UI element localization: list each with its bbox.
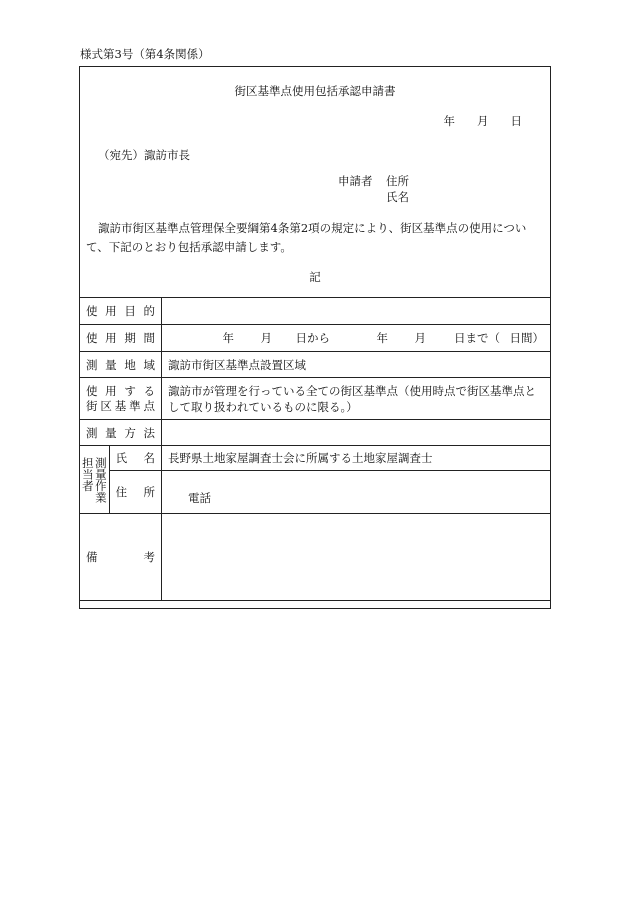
address-label: 住所	[109, 471, 161, 514]
points-label-line-2: 街区基準点	[86, 398, 155, 413]
applicant-address-label: 住所	[386, 174, 409, 188]
purpose-value	[162, 298, 551, 325]
points-label-line-1: 使用する	[86, 383, 155, 398]
body-text: 諏訪市街区基準点管理保全要綱第4条第2項の規定により、街区基準点の使用について、下記のとおり包括承認申請します。	[86, 221, 527, 254]
remarks-label: 備考	[80, 514, 162, 601]
name-value: 長野県土地家屋調査士会に所属する土地家屋調査士	[162, 446, 551, 471]
address-value	[162, 471, 551, 514]
date-month: 月	[477, 114, 489, 128]
table-row	[80, 420, 551, 446]
date-year: 年	[443, 114, 455, 128]
period-month-1: 月	[260, 331, 272, 345]
addressee: （宛先）諏訪市長	[98, 148, 190, 162]
table-row	[80, 446, 551, 471]
period-value	[162, 325, 551, 352]
worker-label	[80, 446, 110, 514]
ki-marker: 記	[309, 270, 321, 284]
table-row	[80, 471, 551, 514]
period-year-2: 年	[376, 331, 388, 345]
table-row	[80, 298, 551, 325]
period-day-1: 日から	[295, 331, 330, 345]
worker-label-col-2: 測量作業	[93, 456, 108, 503]
period-year-1: 年	[222, 331, 234, 345]
period-days: 日間）	[509, 331, 544, 345]
area-label: 測量地域	[80, 352, 162, 378]
area-value: 諏訪市街区基準点設置区域	[162, 352, 551, 378]
period-day-2: 日まで（	[454, 331, 500, 345]
date-day: 日	[510, 114, 522, 128]
applicant-name-label: 氏名	[386, 190, 409, 204]
method-label: 測量方法	[80, 420, 162, 446]
table-row	[80, 352, 551, 378]
table-row	[80, 378, 551, 420]
purpose-label: 使用目的	[80, 298, 162, 325]
period-label: 使用期間	[80, 325, 162, 352]
worker-label-col-1: 担当者	[80, 456, 95, 491]
remarks-value	[162, 514, 551, 601]
form-number: 様式第3号（第4条関係）	[80, 47, 210, 61]
details-table	[79, 297, 551, 601]
method-value	[162, 420, 551, 446]
date-line	[444, 113, 523, 129]
phone-label: 電話	[188, 491, 211, 505]
applicant-label: 申請者	[338, 174, 373, 188]
table-row	[80, 514, 551, 601]
points-value: 諏訪市が管理を行っている全ての街区基準点（使用時点で街区基準点として取り扱われているものに限る。）	[162, 378, 551, 420]
period-month-2: 月	[414, 331, 426, 345]
form-title: 街区基準点使用包括承認申請書	[234, 84, 396, 98]
name-label: 氏名	[109, 446, 161, 471]
applicant-block	[338, 173, 409, 205]
application-form	[79, 66, 551, 609]
table-row	[80, 325, 551, 352]
points-label	[80, 378, 162, 420]
